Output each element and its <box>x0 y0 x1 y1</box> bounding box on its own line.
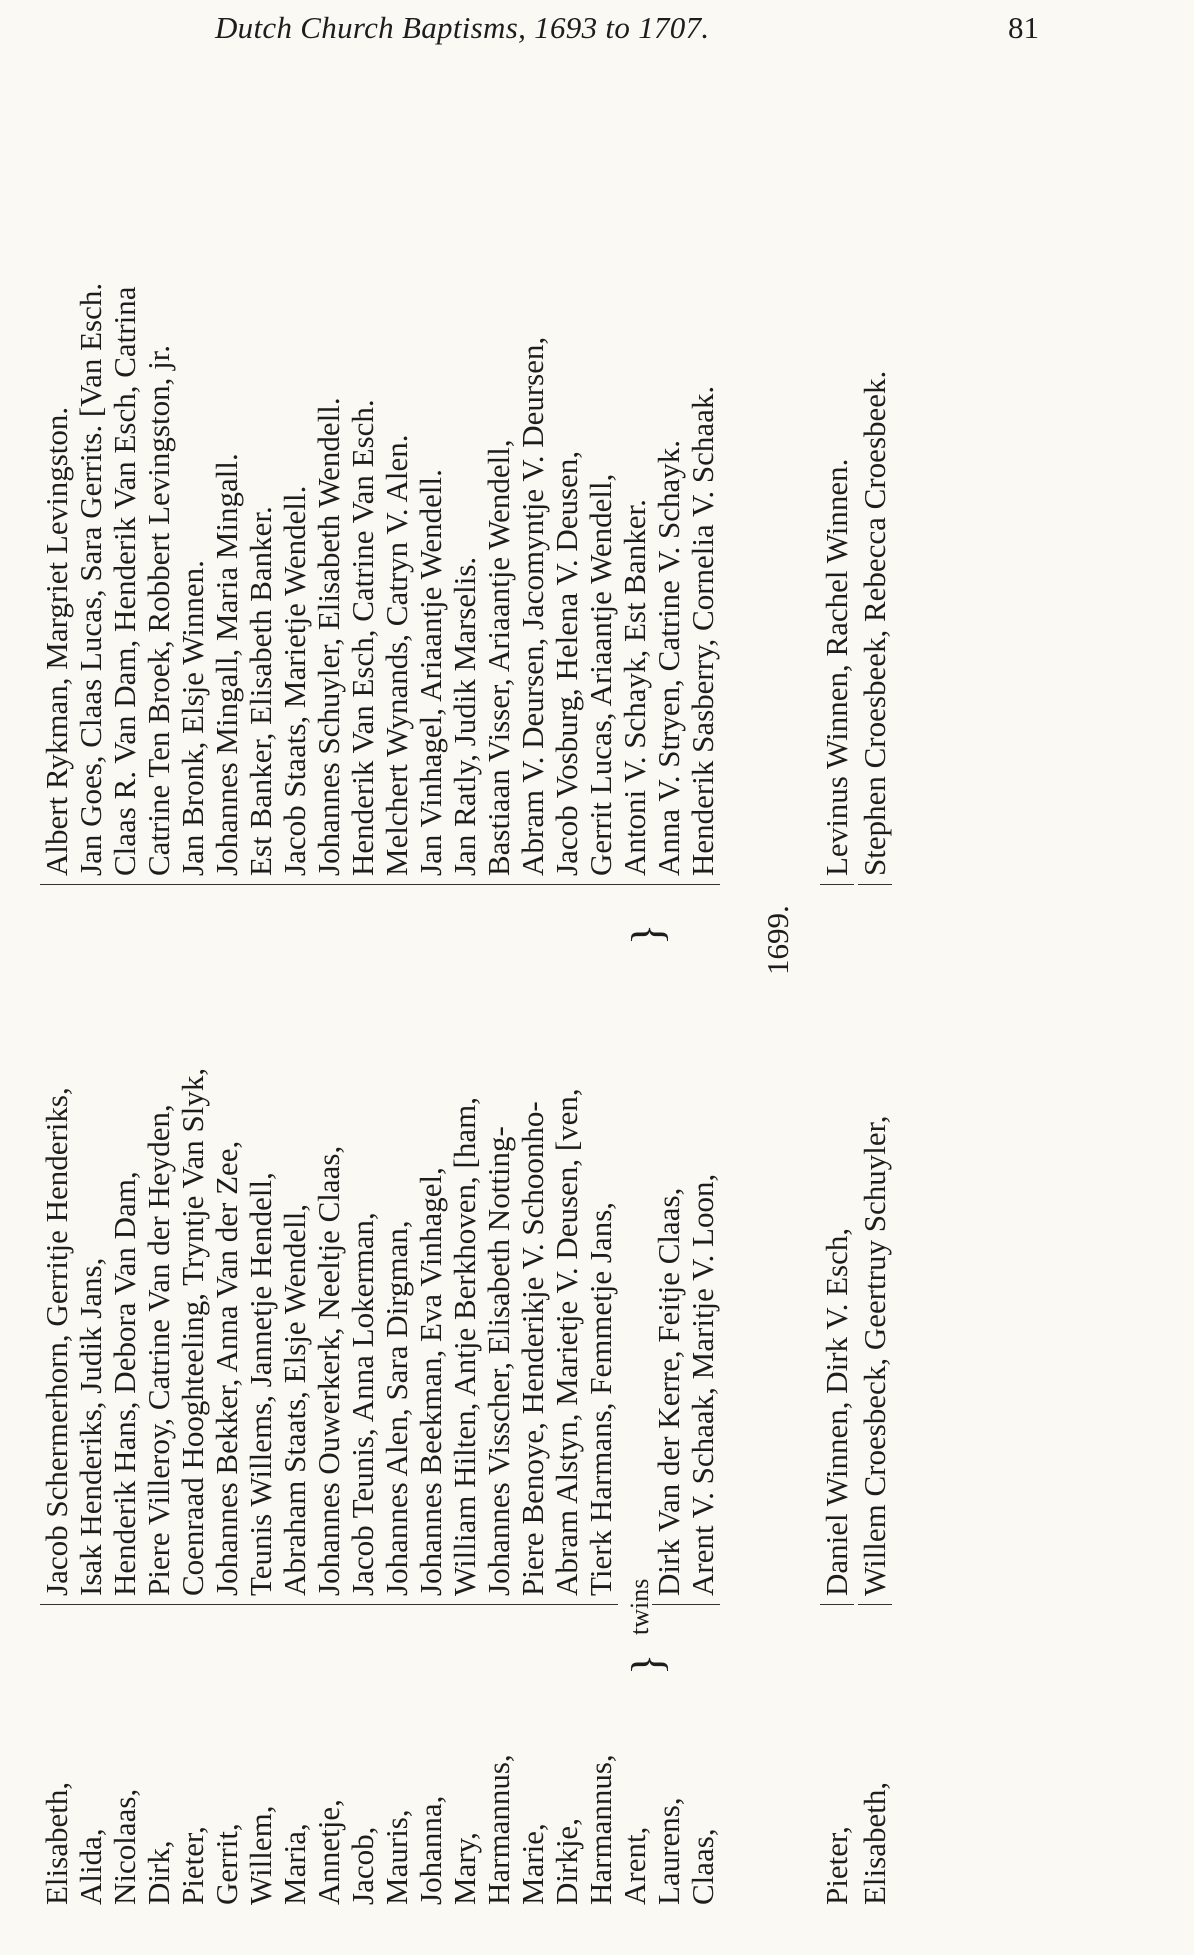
parents-names: Tierk Harmans, Femmetje Jans, <box>584 876 618 1605</box>
table-row <box>142 55 176 1905</box>
parents-names: Henderik Hans, Debora Van Dam, <box>108 876 142 1605</box>
sponsors-names: Bastiaan Visser, Ariaantje Wendell, <box>482 46 516 885</box>
child-name: Arent, <box>617 1826 652 1905</box>
twins-brace: } <box>623 1653 672 1675</box>
parents-names: Abram Alstyn, Marietje V. Deusen, [ven, <box>550 876 584 1605</box>
child-name: Pieter, <box>175 1826 210 1905</box>
sponsors-names: Claas R. Van Dam, Henderik Van Esch, Catrina <box>108 46 142 885</box>
table-row <box>820 55 854 1905</box>
table-row <box>652 55 686 1905</box>
child-name: Dirk, <box>141 1840 176 1905</box>
child-name: Gerrit, <box>209 1823 244 1905</box>
child-name: Jacob, <box>345 1826 380 1905</box>
table-row <box>278 55 312 1905</box>
table-row <box>74 55 108 1905</box>
child-name: Elisabeth, <box>39 1781 74 1905</box>
sponsors-names: Jacob Staats, Marietje Wendell. <box>278 46 312 885</box>
table-row <box>108 55 142 1905</box>
sponsors-names: Jacob Vosburg, Helena V. Deusen, <box>550 46 584 885</box>
parents-names: William Hilten, Antje Berkhoven, [ham, <box>448 876 482 1605</box>
parents-names: Abraham Staats, Elsje Wendell, <box>278 876 312 1605</box>
table-row <box>414 55 448 1905</box>
twins-note: twins <box>625 1578 654 1635</box>
child-name: Maria, <box>277 1823 312 1905</box>
table-row <box>346 55 380 1905</box>
child-name: Claas, <box>685 1828 720 1905</box>
child-name: Laurens, <box>651 1797 686 1905</box>
parents-names: Johannes Ouwerkerk, Neeltje Claas, <box>312 876 346 1605</box>
sponsors-names: Melchert Wynands, Catryn V. Alen. <box>380 46 414 885</box>
table-row <box>516 55 550 1905</box>
parents-names: Johannes Bekker, Anna Van der Zee, <box>210 876 244 1605</box>
sponsors-names: Gerrit Lucas, Ariaantje Wendell, <box>584 46 618 885</box>
sponsors-names: Johannes Mingall, Maria Mingall. <box>210 46 244 885</box>
parents-names: Jacob Schermerhorn, Gerritje Henderiks, <box>40 876 74 1605</box>
parents-names: Willem Croesbeck, Geertruy Schuyler, <box>858 876 892 1605</box>
year-heading: 1699. <box>760 905 795 975</box>
sponsors-names: Johannes Schuyler, Elisabeth Wendell. <box>312 46 346 885</box>
child-name: Harmannus, <box>583 1754 618 1905</box>
child-name: Annetje, <box>311 1799 346 1905</box>
sponsors-names: Catrine Ten Broek, Robbert Levingston, jr. <box>142 46 176 885</box>
parents-names: Jacob Teunis, Anna Lokerman, <box>346 876 380 1605</box>
sponsors-names: Jan Vinhagel, Ariaantje Wendell. <box>414 46 448 885</box>
child-name: Marie, <box>515 1823 550 1905</box>
table-row <box>584 55 618 1905</box>
child-name: Dirkje, <box>549 1818 584 1905</box>
parents-names: Johannes Visscher, Elisabeth Notting- <box>482 876 516 1605</box>
table-row <box>686 55 720 1905</box>
parents-names: Piere Villeroy, Catrine Van der Heyden, <box>142 876 176 1605</box>
sponsors-names: Stephen Croesbeek, Rebecca Croesbeek. <box>858 46 892 885</box>
page-number: 81 <box>1008 10 1039 45</box>
child-name: Pieter, <box>819 1826 854 1905</box>
child-name: Willem, <box>243 1805 278 1905</box>
table-row <box>176 55 210 1905</box>
sponsors-names: Jan Goes, Claas Lucas, Sara Gerrits. [Van Esch. <box>74 46 108 885</box>
table-row <box>858 55 892 1905</box>
parents-names: Johannes Beekman, Eva Vinhagel, <box>414 876 448 1605</box>
child-name: Johanna, <box>413 1795 448 1905</box>
table-row <box>448 55 482 1905</box>
child-name: Harmannus, <box>481 1754 516 1905</box>
sponsors-names: Anna V. Stryen, Catrine V. Schayk. <box>652 46 686 885</box>
sponsors-brace: } <box>623 923 672 945</box>
parents-names: Coenraad Hooghteeling, Tryntje Van Slyk, <box>176 876 210 1605</box>
table-row <box>550 55 584 1905</box>
baptism-register-table <box>40 55 1130 1905</box>
sponsors-names: Jan Ratly, Judik Marselis. <box>448 46 482 885</box>
parents-names: Teunis Willems, Jannetje Hendell, <box>244 876 278 1605</box>
child-name: Alida, <box>73 1828 108 1905</box>
child-name: Nicolaas, <box>107 1788 142 1905</box>
parents-names: Arent V. Schaak, Maritje V. Loon, <box>686 876 720 1605</box>
parents-names: Isak Henderiks, Judik Jans, <box>74 876 108 1605</box>
sponsors-names: Jan Bronk, Elsje Winnen. <box>176 46 210 885</box>
child-name: Elisabeth, <box>857 1781 892 1905</box>
sponsors-names: Albert Rykman, Margriet Levingston. <box>40 46 74 885</box>
parents-names: Daniel Winnen, Dirk V. Esch, <box>820 876 854 1605</box>
running-title: Dutch Church Baptisms, 1693 to 1707. <box>215 10 710 45</box>
sponsors-names: Abram V. Deursen, Jacomyntje V. Deursen, <box>516 46 550 885</box>
parents-names: Dirk Van der Kerre, Feitje Claas, <box>652 876 686 1605</box>
sponsors-names: Henderik Sasberry, Cornelia V. Schaak. <box>686 46 720 885</box>
table-row <box>244 55 278 1905</box>
sponsors-names: Henderik Van Esch, Catrine Van Esch. <box>346 46 380 885</box>
sponsors-names: Est Banker, Elisabeth Banker. <box>244 46 278 885</box>
sponsors-names: Levinus Winnen, Rachel Winnen. <box>820 46 854 885</box>
parents-names: Piere Benoye, Henderikje V. Schoonho- <box>516 876 550 1605</box>
child-name: Mauris, <box>379 1809 414 1905</box>
table-row <box>312 55 346 1905</box>
sponsors-names: Antoni V. Schayk, Est Banker. <box>618 46 652 885</box>
child-name: Mary, <box>447 1832 482 1905</box>
table-row <box>40 55 74 1905</box>
table-row <box>482 55 516 1905</box>
parents-names: Johannes Alen, Sara Dirgman, <box>380 876 414 1605</box>
table-row <box>380 55 414 1905</box>
table-row <box>210 55 244 1905</box>
